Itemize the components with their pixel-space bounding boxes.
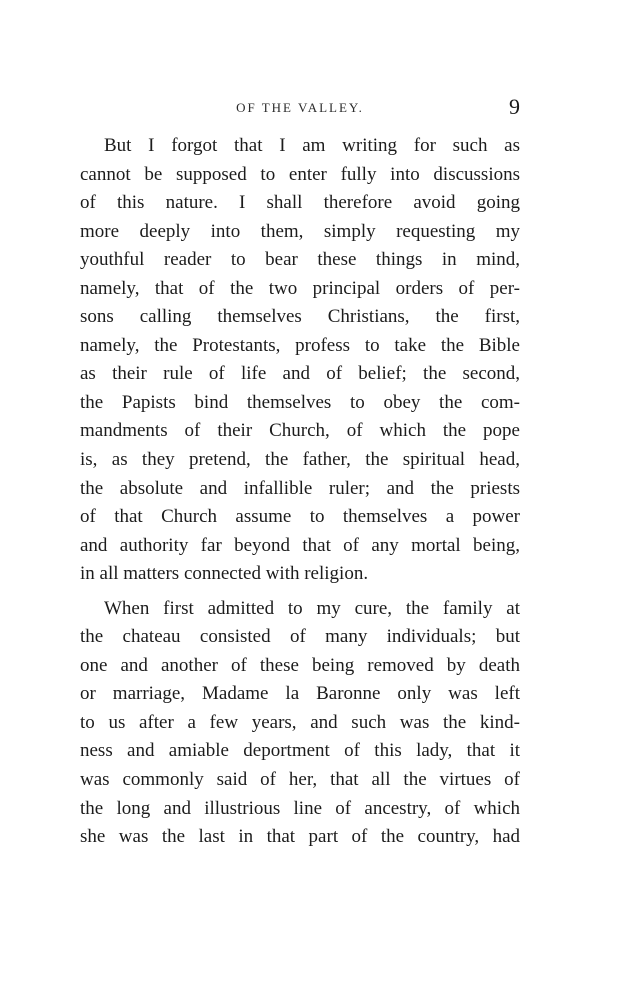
text-line: sons calling themselves Christians, the first, <box>80 306 520 328</box>
text-line: the chateau consisted of many individuals; but <box>80 626 520 648</box>
text-line: the long and illustrious line of ancestry, of which <box>80 797 520 819</box>
running-title: OF THE VALLEY. <box>236 100 364 115</box>
body-text <box>80 132 520 852</box>
page-number: 9 <box>509 94 520 119</box>
running-head <box>80 96 520 126</box>
text-line: and authority far beyond that of any mortal being, <box>80 534 520 556</box>
text-line: or marriage, Madame la Baronne only was left <box>80 683 520 705</box>
text-line: ness and amiable deportment of this lady, that it <box>80 740 520 762</box>
text-line: namely, that of the two principal orders of per- <box>80 277 520 299</box>
text-line: is, as they pretend, the father, the spiritual head, <box>80 449 520 471</box>
text-line: one and another of these being removed by death <box>80 654 520 676</box>
text-line: cannot be supposed to enter fully into discussions <box>80 163 520 185</box>
paragraph-2 <box>80 595 520 852</box>
text-line: the absolute and infallible ruler; and the priests <box>80 477 520 499</box>
text-line: more deeply into them, simply requesting my <box>80 220 520 242</box>
text-line: When first admitted to my cure, the family at <box>104 597 520 619</box>
text-line: to us after a few years, and such was the kind- <box>80 711 520 733</box>
text-line: mandments of their Church, of which the pope <box>80 420 520 442</box>
text-line: in all matters connected with religion. <box>80 563 369 585</box>
text-line: namely, the Protestants, profess to take the Bible <box>80 334 520 356</box>
text-line: of this nature. I shall therefore avoid going <box>80 192 520 214</box>
text-line: she was the last in that part of the country, had <box>80 826 520 848</box>
text-line: as their rule of life and of belief; the second, <box>80 363 520 385</box>
text-line: the Papists bind themselves to obey the com- <box>80 391 520 413</box>
text-line: of that Church assume to themselves a power <box>80 506 520 528</box>
paragraph-1 <box>80 132 520 589</box>
text-line: But I forgot that I am writing for such as <box>104 135 520 156</box>
text-line: youthful reader to bear these things in mind, <box>80 249 520 271</box>
text-line: was commonly said of her, that all the virtues of <box>80 769 520 791</box>
